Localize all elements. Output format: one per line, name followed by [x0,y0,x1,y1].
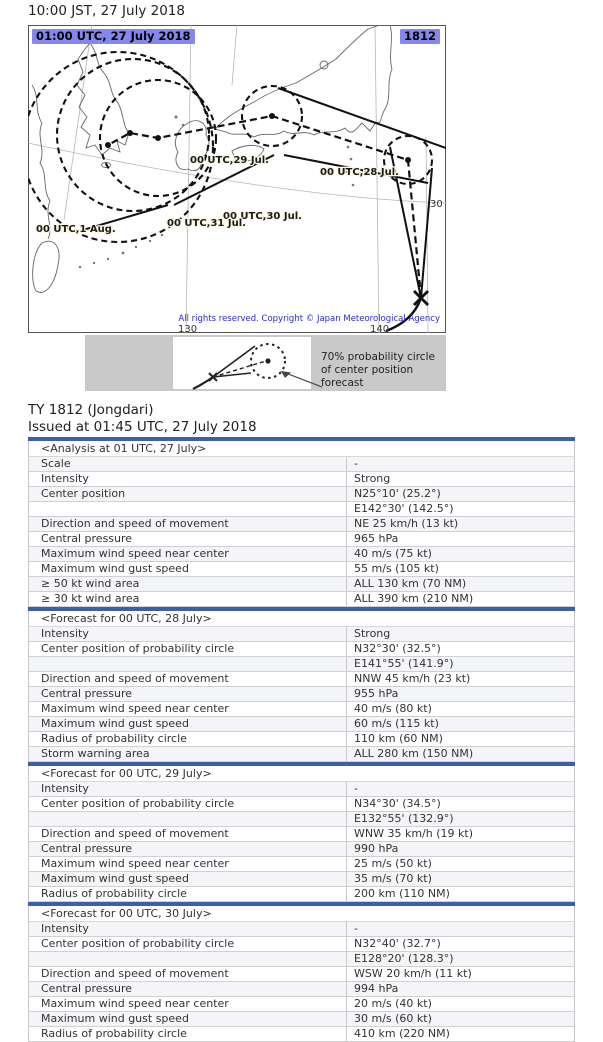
row-label: Direction and speed of movement [41,827,229,840]
row-label: Maximum wind speed near center [41,997,229,1010]
row-value: ALL 130 km (70 NM) [346,577,574,591]
row-label: ≥ 50 kt wind area [41,577,140,590]
row-value: ALL 390 km (210 NM) [346,592,574,606]
label-31jul: 00 UTC,31 Jul. [167,218,246,229]
row-value: WSW 20 km/h (11 kt) [346,967,574,981]
row-value: 110 km (60 NM) [346,732,574,746]
table-row [28,732,575,747]
table-row [28,547,575,562]
track-map-svg [28,25,446,333]
label-30jul: 00 UTC,30 Jul. [223,211,302,222]
row-label: Center position [41,487,126,500]
row-label: Central pressure [41,532,133,545]
row-value: 990 hPa [346,842,574,856]
lon-140-label: 140 [370,324,390,333]
row-label: Radius of probability circle [41,887,187,900]
report-section [28,902,575,1042]
row-value: N34°30' (34.5°) [346,797,574,811]
table-row [28,702,575,717]
row-value: 955 hPa [346,687,574,701]
row-label: Maximum wind speed near center [41,547,229,560]
row-label [29,812,346,826]
probability-legend [85,335,446,391]
storm-id-badge: 1812 [400,29,440,44]
row-value: N32°40' (32.7°) [346,937,574,951]
row-label: Central pressure [41,687,133,700]
section-header: <Forecast for 00 UTC, 29 July> [28,766,575,782]
row-label: Maximum wind gust speed [41,872,189,885]
report-section [28,437,575,607]
table-row [28,592,575,607]
legend-caption [321,351,446,390]
row-label: Maximum wind gust speed [41,1012,189,1025]
row-label: Direction and speed of movement [41,967,229,980]
row-value: 25 m/s (50 kt) [346,857,574,871]
row-label: Intensity [41,627,89,640]
row-value: E142°30' (142.5°) [346,502,574,516]
row-label: Intensity [41,922,89,935]
table-row [28,1027,575,1042]
row-value: 410 km (220 NM) [346,1027,574,1041]
row-label: Intensity [41,782,89,795]
table-row [28,457,575,472]
row-value: NNW 45 km/h (23 kt) [346,672,574,686]
row-value: 30 m/s (60 kt) [346,1012,574,1026]
row-label: Maximum wind speed near center [41,857,229,870]
row-label: Center position of probability circle [41,642,235,655]
track-map [28,25,446,333]
section-header: <Analysis at 01 UTC, 27 July> [28,441,575,457]
row-value: Strong [346,627,574,641]
row-value: E141°55' (141.9°) [346,657,574,671]
row-value: N25°10' (25.2°) [346,487,574,501]
row-label: Intensity [41,472,89,485]
row-label: Radius of probability circle [41,732,187,745]
row-label: Maximum wind speed near center [41,702,229,715]
table-row [28,782,575,797]
table-row [28,967,575,982]
table-row [28,577,575,592]
table-row [28,842,575,857]
row-label: Scale [41,457,71,470]
row-label [29,657,346,671]
row-value: - [346,782,574,796]
row-label: Maximum wind gust speed [41,717,189,730]
row-label: Maximum wind gust speed [41,562,189,575]
copyright-text: All rights reserved. Copyright © Japan Meteorological Agency [178,314,440,324]
legend-caption-line2: of center position forecast [321,364,414,389]
row-value: 200 km (110 NM) [346,887,574,901]
table-row [28,812,575,827]
table-row [28,1012,575,1027]
page-title: 10:00 JST, 27 July 2018 [28,3,185,19]
table-row [28,982,575,997]
table-row [28,857,575,872]
table-row [28,937,575,952]
row-label: Center position of probability circle [41,937,235,950]
table-row [28,532,575,547]
table-row [28,717,575,732]
label-28jul: 00 UTC,28 Jul. [320,167,399,178]
row-value: E132°55' (132.9°) [346,812,574,826]
row-value: 40 m/s (80 kt) [346,702,574,716]
row-label: Central pressure [41,982,133,995]
report-section [28,607,575,762]
row-label: Direction and speed of movement [41,517,229,530]
table-row [28,887,575,902]
table-row [28,562,575,577]
row-value: NE 25 km/h (13 kt) [346,517,574,531]
section-header: <Forecast for 00 UTC, 30 July> [28,906,575,922]
row-label: ≥ 30 kt wind area [41,592,140,605]
table-row [28,487,575,502]
row-value: 60 m/s (115 kt) [346,717,574,731]
row-value: 55 m/s (105 kt) [346,562,574,576]
table-row [28,872,575,887]
row-value: E128°20' (128.3°) [346,952,574,966]
legend-caption-line1: 70% probability circle [321,351,435,363]
legend-diagram-box [173,337,311,389]
row-value: 965 hPa [346,532,574,546]
row-value: ALL 280 km (150 NM) [346,747,574,761]
table-row [28,827,575,842]
table-row [28,642,575,657]
lat-30-label: 30 [430,199,443,210]
row-value: WNW 35 km/h (19 kt) [346,827,574,841]
storm-title: TY 1812 (Jongdari) [28,402,154,418]
row-value: - [346,457,574,471]
table-row [28,627,575,642]
row-value: - [346,922,574,936]
issued-line: Issued at 01:45 UTC, 27 July 2018 [28,419,257,435]
map-time-label: 01:00 UTC, 27 July 2018 [32,29,195,44]
row-value: 40 m/s (75 kt) [346,547,574,561]
table-row [28,952,575,967]
table-row [28,502,575,517]
row-label: Direction and speed of movement [41,672,229,685]
row-label: Storm warning area [41,747,150,760]
table-row [28,517,575,532]
lon-130-label: 130 [178,324,198,333]
table-row [28,797,575,812]
table-row [28,672,575,687]
label-1aug: 00 UTC,1 Aug. [36,224,116,235]
row-label: Radius of probability circle [41,1027,187,1040]
row-value: 35 m/s (70 kt) [346,872,574,886]
table-row [28,472,575,487]
report-section [28,762,575,902]
row-label: Central pressure [41,842,133,855]
row-value: N32°30' (32.5°) [346,642,574,656]
table-row [28,997,575,1012]
row-value: 994 hPa [346,982,574,996]
table-row [28,922,575,937]
table-row [28,687,575,702]
row-label [29,502,346,516]
forecast-table [28,437,575,1042]
table-row [28,747,575,762]
row-value: 20 m/s (40 kt) [346,997,574,1011]
row-value: Strong [346,472,574,486]
table-row [28,657,575,672]
row-label: Center position of probability circle [41,797,235,810]
label-29jul: 00 UTC,29 Jul. [190,155,269,166]
row-label [29,952,346,966]
section-header: <Forecast for 00 UTC, 28 July> [28,611,575,627]
